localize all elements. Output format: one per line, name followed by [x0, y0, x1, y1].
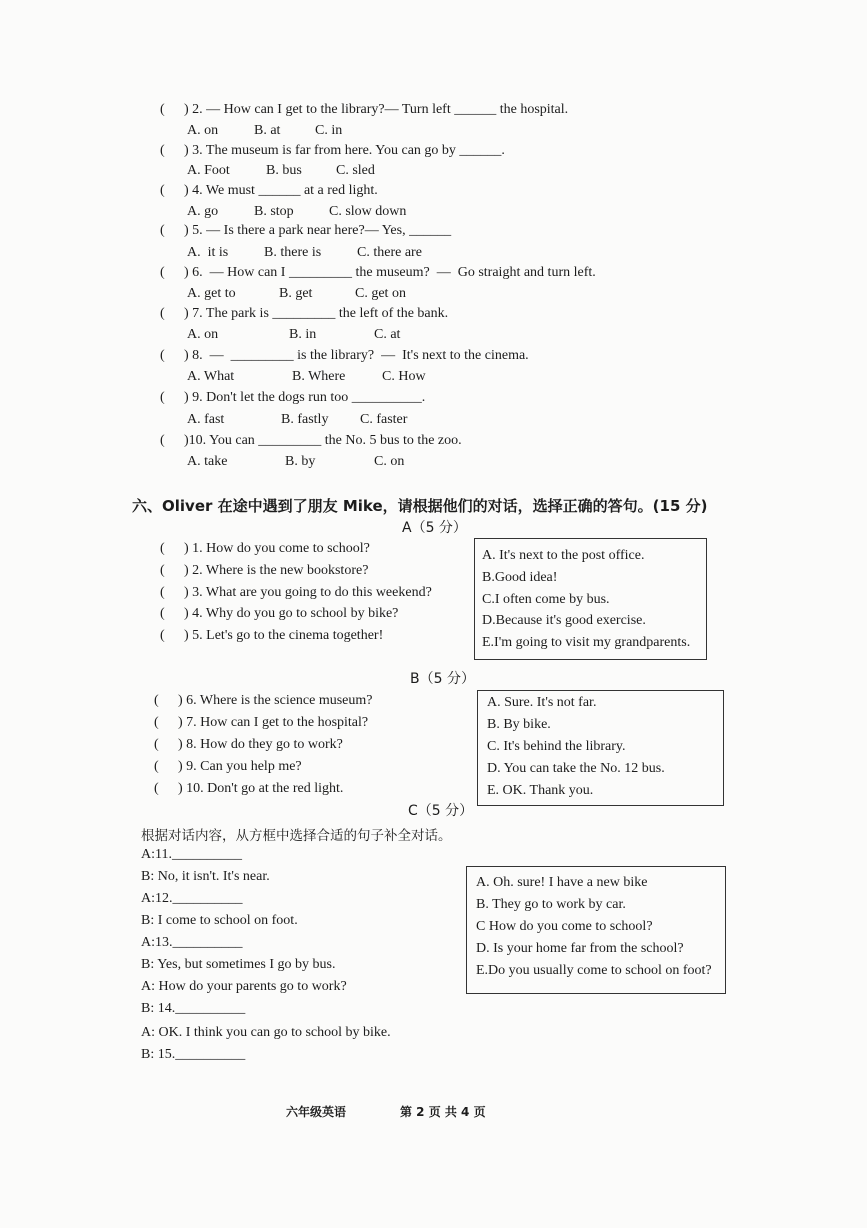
dialogue-line: A: OK. I think you can go to school by bike.: [141, 1025, 391, 1040]
answer-option: D. Is your home far from the school?: [476, 941, 684, 956]
answer-bracket: (: [154, 693, 159, 708]
dialogue-line: B: Yes, but sometimes I go by bus.: [141, 957, 336, 972]
answer-bracket: (: [154, 715, 159, 730]
answer-option: C.I often come by bus.: [482, 592, 610, 607]
answer-bracket: (: [160, 563, 165, 578]
answer-option: C How do you come to school?: [476, 919, 653, 934]
dialogue-line: A:13.__________: [141, 935, 243, 950]
question-item: ) 1. How do you come to school?: [184, 541, 370, 556]
option-c: C. faster: [360, 412, 408, 427]
answer-option: E.I'm going to visit my grandparents.: [482, 635, 691, 650]
question-item: ) 4. Why do you go to school by bike?: [184, 606, 399, 621]
option-a: A. go: [187, 204, 219, 219]
answer-bracket: (: [154, 781, 159, 796]
option-c: C. in: [315, 123, 343, 138]
dialogue-line: A:12.__________: [141, 891, 243, 906]
dialogue-line: B: 15.__________: [141, 1047, 246, 1062]
question-stem: ) 6. — How can I _________ the museum? — Go straight and turn left.: [184, 265, 596, 280]
answer-option: B. They go to work by car.: [476, 897, 626, 912]
option-c: C. on: [374, 454, 405, 469]
question-stem: ) 8. — _________ is the library? — It's next to the cinema.: [184, 348, 529, 363]
section-c-title: C（5 分）: [408, 803, 474, 819]
answer-bracket: (: [154, 759, 159, 774]
option-b: B. Where: [292, 369, 346, 384]
question-item: ) 8. How do they go to work?: [178, 737, 343, 752]
section-a-title: A（5 分）: [402, 520, 467, 536]
option-c: C. get on: [355, 286, 406, 301]
question-item: ) 3. What are you going to do this weekend?: [184, 585, 432, 600]
option-a: A. get to: [187, 286, 236, 301]
question-item: ) 5. Let's go to the cinema together!: [184, 628, 384, 643]
answer-option: D. You can take the No. 12 bus.: [487, 761, 665, 776]
option-a: A. Foot: [187, 163, 230, 178]
question-stem: ) 5. — Is there a park near here?— Yes, ______: [184, 223, 452, 238]
answer-bracket: (: [160, 585, 165, 600]
question-stem: ) 7. The park is _________ the left of the bank.: [184, 306, 449, 321]
answer-option: D.Because it's good exercise.: [482, 613, 646, 628]
dialogue-line: B: 14.__________: [141, 1001, 246, 1016]
option-a: A. take: [187, 454, 228, 469]
answer-option: C. It's behind the library.: [487, 739, 626, 754]
question-stem: ) 4. We must ______ at a red light.: [184, 183, 378, 198]
option-a: A. on: [187, 327, 219, 342]
footer-page-number: 第 2 页 共 4 页: [400, 1105, 486, 1119]
option-b: B. there is: [264, 245, 322, 260]
dialogue-line: A:11.__________: [141, 847, 242, 862]
answer-bracket: (: [160, 102, 165, 117]
answer-bracket: (: [160, 348, 165, 363]
answer-bracket: (: [160, 306, 165, 321]
answer-option: B.Good idea!: [482, 570, 558, 585]
option-b: B. bus: [266, 163, 302, 178]
option-b: B. by: [285, 454, 316, 469]
answer-option: A. Oh. sure! I have a new bike: [476, 875, 648, 890]
answer-bracket: (: [160, 143, 165, 158]
answer-bracket: (: [160, 628, 165, 643]
answer-option: E.Do you usually come to school on foot?: [476, 963, 712, 978]
answer-bracket: (: [160, 433, 165, 448]
answer-bracket: (: [160, 606, 165, 621]
question-stem: ) 9. Don't let the dogs run too __________.: [184, 390, 426, 405]
dialogue-line: B: I come to school on foot.: [141, 913, 298, 928]
dialogue-line: A: How do your parents go to work?: [141, 979, 347, 994]
option-b: B. fastly: [281, 412, 329, 427]
option-a: A. on: [187, 123, 219, 138]
option-c: C. sled: [336, 163, 375, 178]
question-stem: ) 3. The museum is far from here. You can go by ______.: [184, 143, 505, 158]
option-a: A. it is: [187, 245, 229, 260]
question-item: ) 6. Where is the science museum?: [178, 693, 373, 708]
answer-bracket: (: [160, 183, 165, 198]
dialogue-line: B: No, it isn't. It's near.: [141, 869, 270, 884]
answer-option: B. By bike.: [487, 717, 551, 732]
option-b: B. get: [279, 286, 313, 301]
option-a: A. What: [187, 369, 235, 384]
question-item: ) 2. Where is the new bookstore?: [184, 563, 369, 578]
answer-option: A. It's next to the post office.: [482, 548, 645, 563]
section-heading: 六、Oliver 在途中遇到了朋友 Mike，请根据他们的对话，选择正确的答句。(15 分): [132, 497, 708, 515]
section-c-instruction: 根据对话内容，从方框中选择合适的句子补全对话。: [141, 828, 452, 844]
question-item: ) 9. Can you help me?: [178, 759, 302, 774]
option-b: B. in: [289, 327, 317, 342]
option-c: C. at: [374, 327, 401, 342]
option-b: B. stop: [254, 204, 294, 219]
answer-bracket: (: [154, 737, 159, 752]
footer-subject: 六年级英语: [286, 1105, 347, 1119]
question-stem: )10. You can _________ the No. 5 bus to the zoo.: [184, 433, 462, 448]
section-b-title: B（5 分）: [410, 671, 475, 687]
answer-option: A. Sure. It's not far.: [487, 695, 597, 710]
answer-bracket: (: [160, 390, 165, 405]
option-c: C. slow down: [329, 204, 407, 219]
question-item: ) 7. How can I get to the hospital?: [178, 715, 369, 730]
option-b: B. at: [254, 123, 281, 138]
answer-option: E. OK. Thank you.: [487, 783, 594, 798]
question-stem: ) 2. — How can I get to the library?— Turn left ______ the hospital.: [184, 102, 569, 117]
answer-bracket: (: [160, 541, 165, 556]
option-c: C. there are: [357, 245, 422, 260]
answer-bracket: (: [160, 223, 165, 238]
question-item: ) 10. Don't go at the red light.: [178, 781, 344, 796]
answer-bracket: (: [160, 265, 165, 280]
option-c: C. How: [382, 369, 426, 384]
option-a: A. fast: [187, 412, 225, 427]
